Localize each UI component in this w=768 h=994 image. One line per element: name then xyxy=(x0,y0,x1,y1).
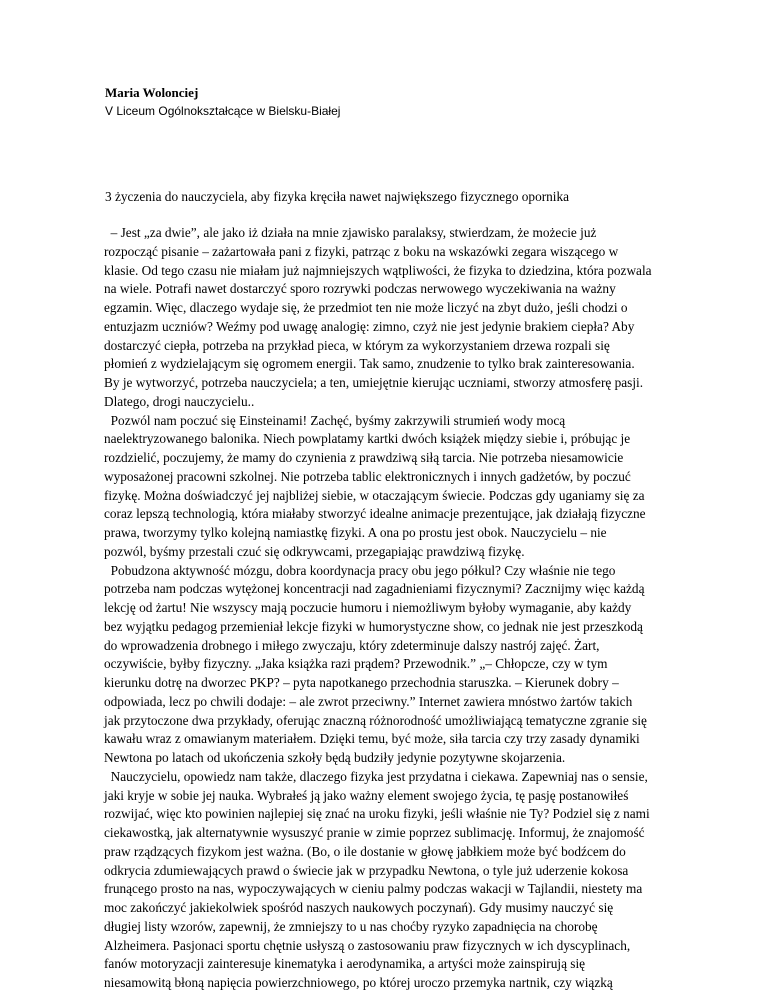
body-line: kawału wraz z omawianym materiałem. Dzięki temu, być może, siła tarcia czy trzy zasady dynamiki xyxy=(104,731,640,747)
body-line: Pozwól nam poczuć się Einsteinami! Zachęć, byśmy zakrzywili strumień wody mocą xyxy=(104,412,566,428)
body-line: na wiele. Potrafi nawet dostarczyć sporo rozrywki podczas nerwowego wyczekiwania na ważny xyxy=(104,281,616,297)
body-line: niesamowitą błoną napięcia powierzchniowego, po której uroczo przemyka nartnik, czy wiązką xyxy=(104,975,613,990)
body-line: odpowiada, lecz po chwili dodaje: – ale zwrot przeciwny.” Internet zawiera mnóstwo żartów takich xyxy=(104,693,633,709)
body-line: jaki kryje w sobie jej nauka. Wybrałeś ją jako ważny element swojego życia, tę pasję postanowiłeś xyxy=(104,787,629,803)
essay-body xyxy=(104,224,684,993)
author-name: Maria Wolonciej xyxy=(105,85,199,100)
body-line: ciekawostką, jak alternatywnie wysuszyć pranie w zimie poprzez sublimację. Informuj, że znajomość xyxy=(104,825,645,840)
body-line: Alzheimera. Pasjonaci sportu chętnie usłyszą o zastosowaniu praw fizycznych w ich dyscyplinach, xyxy=(104,937,631,953)
school-name: V Liceum Ogólnokształcące w Bielsku-Białej xyxy=(105,104,341,118)
essay-title: 3 życzenia do nauczyciela, aby fizyka kręciła nawet największego fizycznego opornika xyxy=(105,189,570,204)
body-line: praw rządzących fizykom jest ważna. (Bo, o ile dostanie w głowę jabłkiem może być bodźcem do xyxy=(104,843,626,859)
body-line: rozpocząć pisanie – zażartowała pani z fizyki, patrząc z boku na wskazówki zegara wiszącego w xyxy=(104,243,619,259)
body-line: bez wyjątku pedagog przemieniał lekcje fizyki w humorystyczne show, co jednak nie jest przeszkodą xyxy=(104,618,643,634)
body-line: egzamin. Więc, dlaczego wydaje się, że przedmiot ten nie może liczyć na zbyt dużo, jeśli chodzi o xyxy=(104,300,628,315)
body-line: coraz lepszą technologią, która miałaby stworzyć idealne animacje prezentujące, jak działają fizyczne xyxy=(104,506,646,522)
body-line: odkrycia zdumiewających prawd o świecie jak w przypadku Newtona, o tyle już uderzenie kokosa xyxy=(104,862,629,878)
body-line: Pobudzona aktywność mózgu, dobra koordynacja pracy obu jego półkul? Czy właśnie nie tego xyxy=(104,562,616,578)
body-line: kierunku dotrę na dworzec PKP? – pyta napotkanego przechodnia staruszka. – Kierunek dobry – xyxy=(104,675,619,690)
body-line: entuzjazm uczniów? Weźmy pod uwagę analogię: zimno, czyż nie jest jedynie brakiem ciepła? Aby xyxy=(104,318,635,334)
body-line: oczywiście, byłby fizyczny. „Jaka książka razi prądem? Przewodnik.” „– Chłopcze, czy w tym xyxy=(104,656,608,672)
body-line: wyposażonej pracowni szkolnej. Nie potrzeba tablic elektronicznych i innych gadżetów, by poczuć xyxy=(104,468,631,484)
body-line: By je wytworzyć, potrzeba nauczyciela; a ten, umiejętnie kierując uczniami, stworzy atmosferę pasji. xyxy=(104,375,644,390)
body-line: Nauczycielu, opowiedz nam także, dlaczego fizyka jest przydatna i ciekawa. Zapewniaj nas o sensie, xyxy=(104,768,648,784)
body-line: do wprowadzenia drobnego i miłego zwyczaju, który zdeterminuje dalszy nastrój zajęć. Żart, xyxy=(104,637,600,653)
body-line: Dlatego, drogi nauczycielu.. xyxy=(104,393,255,409)
body-line: jak przytoczone dwa przykłady, oferując znaczną różnorodność umożliwiającą tematyczne zgranie się xyxy=(104,712,647,728)
body-line: pozwól, byśmy przestali czuć się odkrywcami, przegapiając prawdziwą fizykę. xyxy=(104,543,525,559)
body-line: prawa, tworzymy tylko kolejną namiastkę fizyki. A ona po prostu jest obok. Nauczycielu – nie xyxy=(104,525,607,540)
body-line: lekcję od żartu! Nie wszyscy mają poczucie humoru i niemożliwym byłoby wymaganie, aby każdy xyxy=(104,600,632,615)
body-line: potrzeba nam podczas wytężonej koncentracji nad zagadnieniami fizycznymi? Zacznijmy więc każdą xyxy=(104,581,645,597)
body-line: dostarczyć ciepła, potrzeba na przykład pieca, w którym za wykorzystaniem drzewa rozpali się xyxy=(104,337,610,353)
body-line: moc zakończyć jakiekolwiek spośród naszych naukowych poczynań). Gdy musimy nauczyć się xyxy=(104,900,614,915)
body-line: klasie. Od tego czasu nie miałam już najmniejszych wątpliwości, że fizyka to dziedzina, która pozwala xyxy=(104,262,652,278)
body-line: – Jest „za dwie”, ale jako iż działa na mnie zjawisko paralaksy, stwierdzam, że możecie już xyxy=(104,225,597,240)
body-line: Newtona po latach od ukończenia szkoły będą budziły jedynie pozytywne skojarzenia. xyxy=(104,750,566,765)
body-line: fanów motoryzacji zainteresuje kinematyka i aerodynamika, a artyści może zainspirują się xyxy=(104,956,586,972)
body-line: płomień z wydzielającym się ogromem energii. Tak samo, znudzenie to tylko brak zainteresowania. xyxy=(104,356,635,372)
body-line: fizykę. Można doświadczyć jej najbliżej siebie, w otaczającym świecie. Podczas gdy uganiamy się za xyxy=(104,487,645,503)
body-line: długiej listy wzorów, zapewnij, że zmniejszy to u nas choćby ryzyko zapadnięcia na chorobę xyxy=(104,918,598,934)
body-line: naelektryzowanego balonika. Niech powplatamy kartki dwóch książek między siebie i, próbując je xyxy=(104,431,631,447)
body-line: frunącego prosto na nas, wypoczywających w cieniu palmy podczas wakacji w Tajlandii, niestety ma xyxy=(104,881,643,897)
body-line: rozdzielić, poczujemy, że mamy do czynienia z prawdziwą siłą tarcia. Nie potrzeba niesamowicie xyxy=(104,450,624,465)
body-line: rozwijać, więc kto powinien najlepiej się znać na uroku fizyki, jeśli właśnie nie Ty? Podziel się z nami xyxy=(104,806,650,822)
